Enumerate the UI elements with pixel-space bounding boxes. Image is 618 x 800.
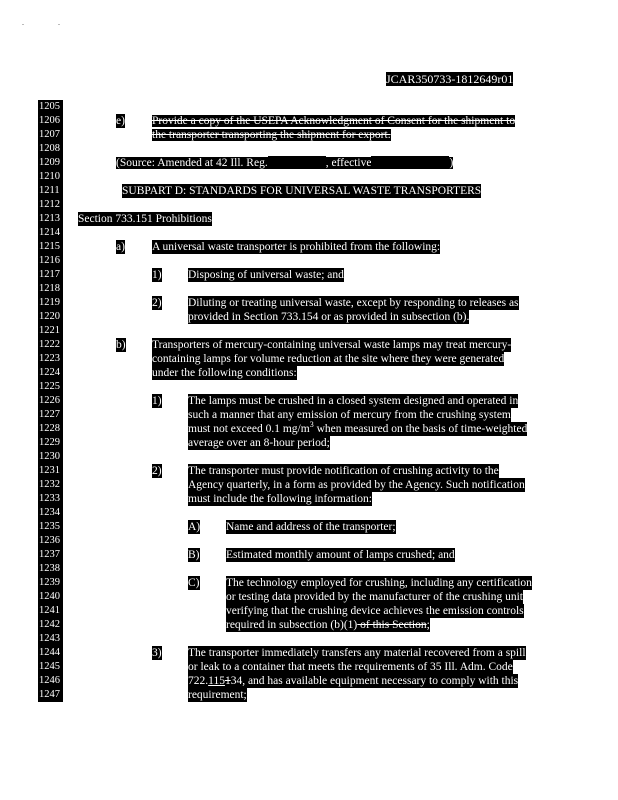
- line-number: 1209: [38, 156, 63, 170]
- item-b1-line-1: The lamps must be crushed in a closed system designed and operated in: [188, 395, 519, 407]
- item-a2-line-2: provided in Section 733.154 or as provided in subsection (b).: [188, 311, 470, 323]
- line-number: 1230: [38, 450, 63, 464]
- line-number: 1238: [38, 562, 63, 576]
- item-a2-line-1: Diluting or treating universal waste, except by responding to releases as: [188, 297, 519, 309]
- item-b2C-line-4: [226, 618, 430, 632]
- line-number: 1222: [38, 338, 63, 352]
- item-b3-line-3-pre: 722.: [188, 675, 209, 687]
- item-b3-line-3: [188, 674, 518, 688]
- item-b1-line-3a: must not exceed 0.1 mg/m: [188, 423, 310, 435]
- item-a1-marker: 1): [152, 269, 162, 281]
- item-b2-marker: 2): [152, 465, 162, 477]
- item-e-marker: e): [116, 115, 125, 127]
- item-b2-line-1: The transporter must provide notification of crushing activity to the: [188, 465, 499, 477]
- item-b3-marker: 3): [152, 647, 162, 659]
- deleted-text: of this Section: [357, 619, 427, 631]
- document-id: JCAR350733-1812649r01: [386, 72, 514, 86]
- item-a1-text: Disposing of universal waste; and: [188, 269, 344, 281]
- line-number: 1247: [38, 688, 63, 702]
- item-b2C-line-2: or testing data provided by the manufacturer of the crushing unit: [226, 591, 523, 603]
- line-number: 1213: [38, 212, 63, 226]
- item-b1-marker: 1): [152, 395, 162, 407]
- item-b3-line-3-post: 34, and has available equipment necessary to comply with this: [230, 675, 519, 687]
- item-b2C-marker: C): [188, 577, 200, 589]
- line-number: 1231: [38, 464, 63, 478]
- line-number: 1210: [38, 170, 63, 184]
- deleted-text: 1: [224, 675, 231, 687]
- line-number: 1234: [38, 506, 63, 520]
- item-b1-line-2: such a manner that any emission of mercury from the crushing system: [188, 409, 511, 421]
- line-number: 1208: [38, 142, 63, 156]
- line-number: 1214: [38, 226, 63, 240]
- line-number: 1244: [38, 646, 63, 660]
- item-a-text: A universal waste transporter is prohibited from the following:: [152, 241, 441, 253]
- line-number: 1212: [38, 198, 63, 212]
- line-number: 1241: [38, 604, 63, 618]
- line-number: 1243: [38, 632, 63, 646]
- section-heading: Section 733.151 Prohibitions: [78, 213, 212, 225]
- item-a2-marker: 2): [152, 297, 162, 309]
- item-b2C-line-3: verifying that the crushing device achieves the emission controls: [226, 605, 524, 617]
- inserted-text: 115: [208, 675, 225, 687]
- line-number: 1205: [38, 100, 63, 114]
- source-suffix: ): [449, 157, 454, 169]
- subpart-heading: SUBPART D: STANDARDS FOR UNIVERSAL WASTE TRANSPORTERS: [122, 185, 482, 197]
- item-b2A-marker: A): [188, 521, 201, 533]
- item-b2C-line-1: The technology employed for crushing, including any certification: [226, 577, 532, 589]
- item-b-line-2: containing lamps for volume reduction at the site where they were generated: [152, 353, 505, 365]
- item-a-marker: a): [116, 241, 125, 253]
- line-number: 1218: [38, 282, 63, 296]
- item-b2-line-3: must include the following information:: [188, 493, 372, 505]
- line-number: 1211: [38, 184, 63, 198]
- scan-speck: [22, 24, 24, 25]
- line-number: 1229: [38, 436, 63, 450]
- cubic-superscript: 3: [309, 420, 314, 430]
- item-e-text-2: the transporter transporting the shipment for export.: [152, 129, 391, 141]
- line-number: 1217: [38, 268, 63, 282]
- item-b1-line-3b: when measured on the basis of time-weighted: [313, 423, 528, 435]
- item-b3-line-2: or leak to a container that meets the requirements of 35 Ill. Adm. Code: [188, 661, 513, 673]
- item-b3-line-4: requirement;: [188, 689, 247, 701]
- scan-speck: [58, 24, 60, 25]
- line-number: 1220: [38, 310, 63, 324]
- item-b-line-3: under the following conditions:: [152, 367, 297, 379]
- line-number: 1224: [38, 366, 63, 380]
- line-number: 1227: [38, 408, 63, 422]
- line-number: 1239: [38, 576, 63, 590]
- line-number: 1233: [38, 492, 63, 506]
- item-e-text-1: Provide a copy of the USEPA Acknowledgment of Consent for the shipment to: [152, 115, 516, 127]
- item-b2C-line-4b: ;: [426, 619, 430, 631]
- line-number: 1237: [38, 548, 63, 562]
- line-number: 1226: [38, 394, 63, 408]
- source-prefix: (Source: Amended at 42 Ill. Reg.: [116, 157, 268, 169]
- line-number: 1242: [38, 618, 63, 632]
- item-e-line-2: [152, 128, 391, 142]
- line-number: 1225: [38, 380, 63, 394]
- item-b3-line-1: The transporter immediately transfers any material recovered from a spill: [188, 647, 526, 659]
- line-number: 1207: [38, 128, 63, 142]
- line-number: 1228: [38, 422, 63, 436]
- line-number: 1240: [38, 590, 63, 604]
- line-number: 1246: [38, 674, 63, 688]
- source-note: [116, 156, 453, 170]
- item-b2A-text: Name and address of the transporter;: [226, 521, 396, 533]
- source-blank-1: [268, 156, 326, 169]
- source-mid: , effective: [325, 157, 372, 169]
- item-b1-line-4: average over an 8-hour period;: [188, 437, 330, 449]
- line-number: 1216: [38, 254, 63, 268]
- line-number: 1232: [38, 478, 63, 492]
- item-b-marker: b): [116, 339, 126, 351]
- item-b-line-1: Transporters of mercury-containing universal waste lamps may treat mercury-: [152, 339, 512, 351]
- item-b2C-line-4a: required in subsection (b)(1): [226, 619, 358, 631]
- item-b2-line-2: Agency quarterly, in a form as provided by the Agency. Such notification: [188, 479, 525, 491]
- line-number: 1245: [38, 660, 63, 674]
- source-blank-2: [371, 156, 449, 169]
- line-number: 1219: [38, 296, 63, 310]
- item-b2B-marker: B): [188, 549, 200, 561]
- line-number: 1236: [38, 534, 63, 548]
- line-number: 1215: [38, 240, 63, 254]
- line-number: 1223: [38, 352, 63, 366]
- line-number: 1221: [38, 324, 63, 338]
- line-number: 1235: [38, 520, 63, 534]
- item-e-line-1: [152, 114, 515, 128]
- item-b2B-text: Estimated monthly amount of lamps crushed; and: [226, 549, 455, 561]
- item-b1-line-3: [188, 422, 527, 436]
- line-number: 1206: [38, 114, 63, 128]
